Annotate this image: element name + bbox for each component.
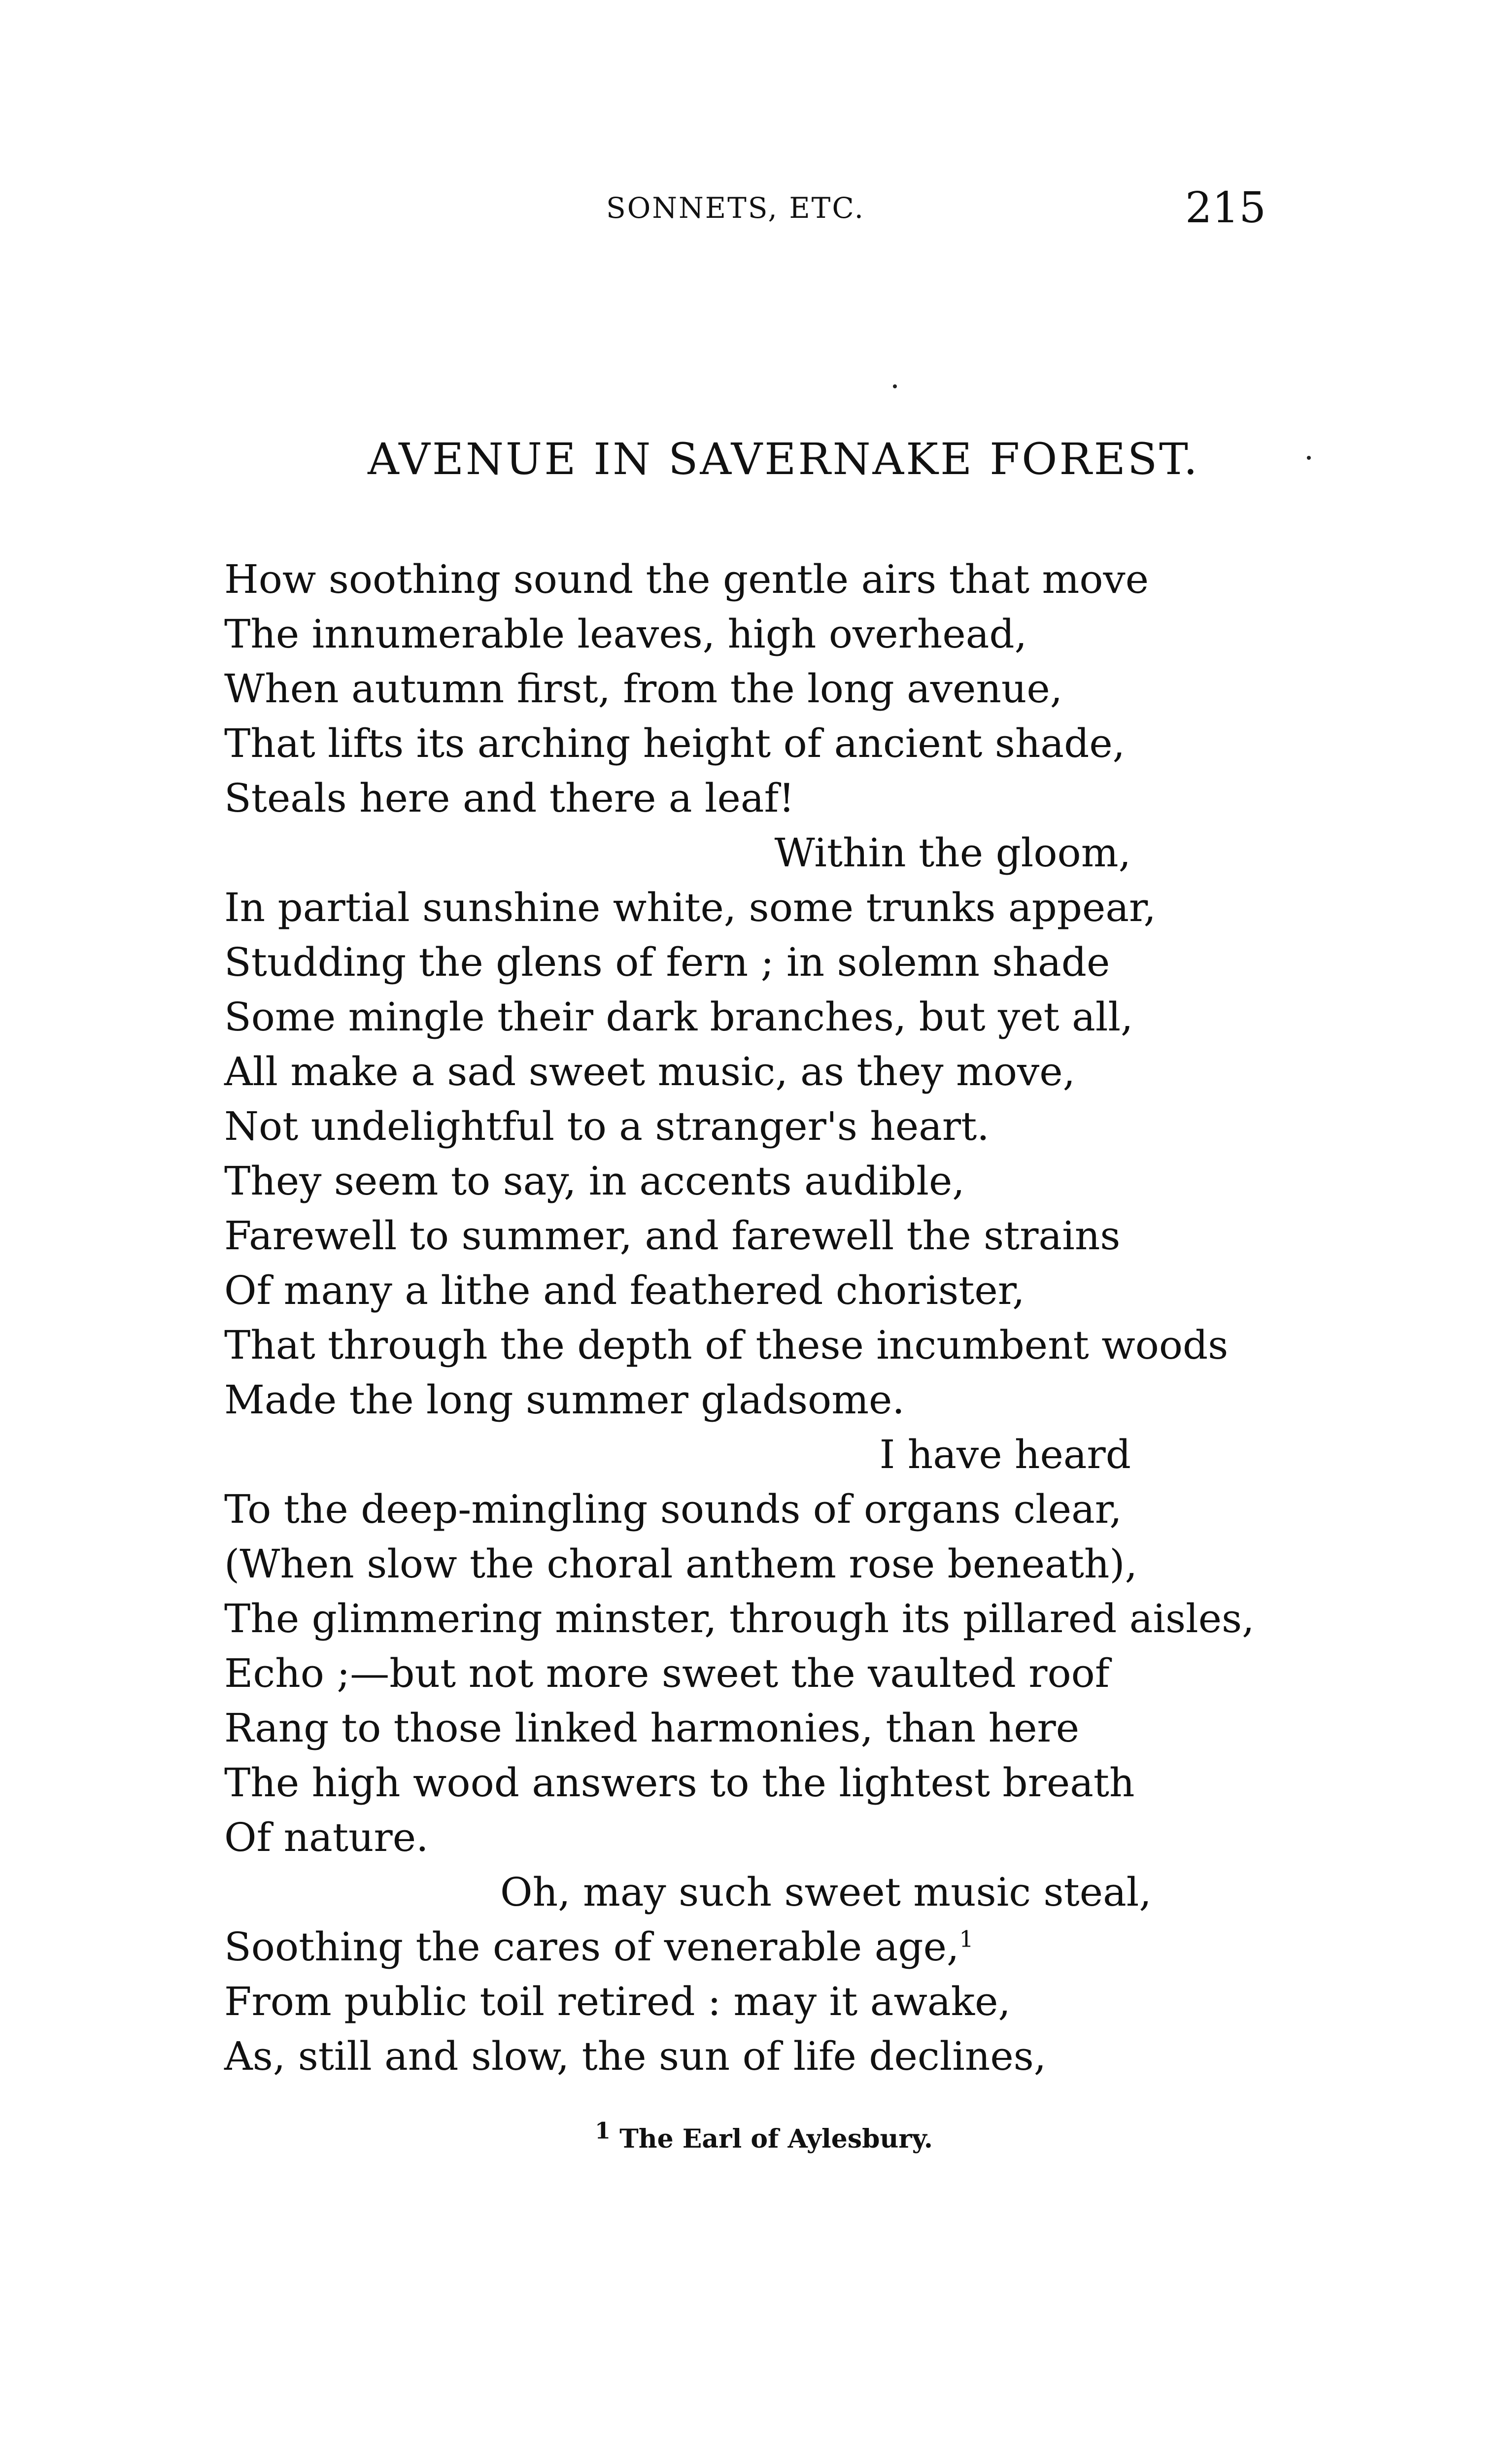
poem-line-text: Oh, may such sweet music steal, [500,1869,1152,1915]
ink-speck [893,384,897,388]
poem-line [224,1865,1234,1919]
poem-line-text: Soothing the cares of venerable age, [224,1924,959,1970]
poem-body [224,552,1255,2084]
poem-line: How soothing sound the gentle airs that move [224,556,1149,602]
poem-line: Within the gloom, [774,830,1131,876]
poem-line: Not undelightful to a stranger's heart. [224,1103,990,1149]
poem-line: I have heard [879,1432,1131,1477]
poem-line: Made the long summer gladsome. [224,1377,905,1423]
poem-title: AVENUE IN SAVERNAKE FOREST. [368,434,1199,484]
poem-line: From public toil retired : may it awake, [224,1979,1011,2024]
footnote [0,2117,1503,2154]
poem-line: Some mingle their dark branches, but yet all, [224,994,1133,1040]
poem-line: Steals here and there a leaf! [224,775,795,821]
poem-line: Studding the glens of fern ; in solemn shade [224,939,1110,985]
poem-line: Rang to those linked harmonies, than here [224,1705,1080,1751]
poem-line: Farewell to summer, and farewell the strains [224,1213,1121,1259]
poem-line: They seem to say, in accents audible, [224,1158,965,1204]
poem-line: The high wood answers to the lightest breath [224,1760,1135,1806]
footnote-text: The Earl of Aylesbury. [619,2124,933,2154]
poem-line: Of many a lithe and feathered chorister, [224,1267,1025,1313]
poem-line: As, still and slow, the sun of life declines, [224,2033,1047,2079]
poem-line: The innumerable leaves, high overhead, [224,611,1027,657]
poem-line: Echo ;—but not more sweet the vaulted roof [224,1650,1110,1696]
poem-line: That through the depth of these incumbent woods [224,1322,1229,1368]
page-number: 215 [1185,183,1266,233]
poem-line: To the deep-mingling sounds of organs clear, [224,1486,1122,1532]
poem-line: That lifts its arching height of ancient shade, [224,720,1126,766]
poem-line: In partial sunshine white, some trunks appear, [224,885,1156,930]
poem-line: Of nature. [224,1814,429,1860]
poem-line: When autumn first, from the long avenue, [224,666,1063,712]
footnote-marker: 1 [594,2117,611,2144]
poem-line [224,1919,1234,1974]
poem-line: All make a sad sweet music, as they move, [224,1049,1075,1095]
running-head: SONNETS, ETC. [606,191,865,225]
poem-line: (When slow the choral anthem rose beneath), [224,1541,1138,1587]
footnote-reference: 1 [959,1925,974,1952]
poem-line: The glimmering minster, through its pillared aisles, [224,1596,1255,1642]
